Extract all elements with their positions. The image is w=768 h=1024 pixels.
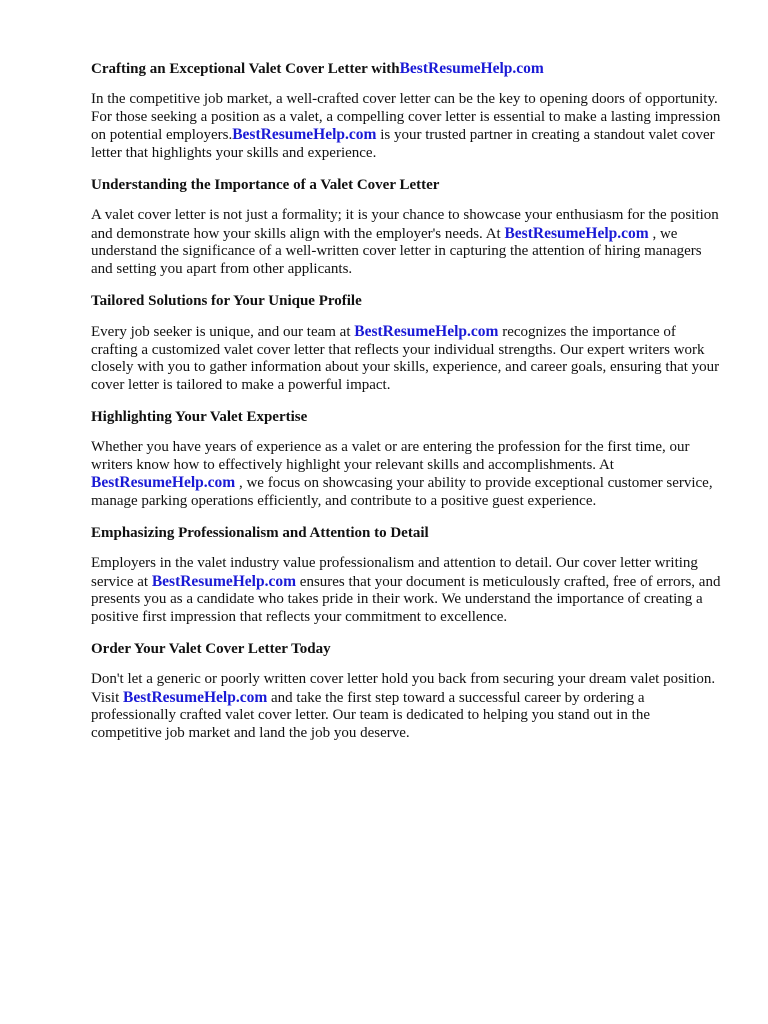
paragraph-text-after: recognizes the importance of crafting a customized valet cover letter that reflects your individual strengths. Our expert writers work closely with you to gather information about your skills, experience, and career goals, ensuring that your cover letter is tailored to make a powerful impact. — [91, 324, 720, 393]
section-paragraph-tailored — [91, 323, 723, 394]
section-heading-tailored: Tailored Solutions for Your Unique Profile — [91, 293, 362, 309]
paragraph-text-before: A valet cover letter is not just a formality; it is your chance to showcase your enthusiasm for the position and demonstrate how your skills align with the employer's needs. At — [91, 207, 719, 242]
paragraph-text-before: Every job seeker is unique, and our team at — [91, 324, 355, 340]
order-brand-link[interactable]: BestResumeHelp.com — [123, 688, 268, 706]
paragraph-text-after: ensures that your document is meticulously crafted, free of errors, and presents you as a candidate who takes pride in their work. We understand the importance of creating a positive first impression that reflects your commitment to excellence. — [91, 573, 721, 625]
section-heading-order: Order Your Valet Cover Letter Today — [91, 641, 331, 657]
section-heading-expertise: Highlighting Your Valet Expertise — [91, 409, 308, 425]
paragraph-text-after: and take the first step toward a successful career by ordering a professionally crafted valet cover letter. Our team is dedicated to helping you stand out in the competitive job market and land the job you deserve. — [91, 689, 650, 741]
section-paragraph-importance — [91, 207, 723, 278]
paragraph-text-after: , we focus on showcasing your ability to provide exceptional customer service, manage parking operations efficiently, and contribute to a positive guest experience. — [91, 475, 713, 509]
title-text: Crafting an Exceptional Valet Cover Letter with — [91, 61, 400, 77]
section-heading-importance: Understanding the Importance of a Valet Cover Letter — [91, 177, 440, 193]
intro-brand-link[interactable]: BestResumeHelp.com — [232, 126, 377, 143]
intro-paragraph — [91, 91, 723, 162]
paragraph-text-after: , we understand the significance of a well-written cover letter in capturing the attention of hiring managers and setting you apart from other applicants. — [91, 225, 702, 277]
document-page — [91, 60, 723, 756]
importance-brand-link[interactable]: BestResumeHelp.com — [504, 224, 649, 242]
professionalism-brand-link[interactable]: BestResumeHelp.com — [151, 572, 297, 590]
section-paragraph-professionalism — [91, 555, 723, 626]
intro-text-before: In the competitive job market, a well-crafted cover letter can be the key to opening doors of opportunity. For those seeking a position as a valet, a compelling cover letter is essential to make a lasting impression on potential employers. — [91, 91, 721, 143]
section-heading-professionalism: Emphasizing Professionalism and Attention to Detail — [91, 525, 429, 541]
document-title — [91, 60, 723, 78]
section-paragraph-expertise — [91, 439, 723, 510]
section-paragraph-order — [91, 671, 723, 742]
paragraph-text-before: Don't let a generic or poorly written cover letter hold you back from securing your dream valet position. Visit — [91, 671, 716, 706]
paragraph-text-before: Whether you have years of experience as a valet or are entering the profession for the first time, our writers know how to effectively highlight your relevant skills and accomplishments. At — [91, 439, 690, 473]
tailored-brand-link[interactable]: BestResumeHelp.com — [354, 323, 499, 340]
expertise-brand-link[interactable]: BestResumeHelp.com — [91, 474, 236, 491]
paragraph-text-before: Employers in the valet industry value professionalism and attention to detail. Our cover letter writing service at — [91, 555, 698, 590]
title-brand-link[interactable]: BestResumeHelp.com — [399, 60, 544, 77]
intro-text-after: is your trusted partner in creating a standout valet cover letter that highlights your skills and experience. — [91, 127, 715, 161]
